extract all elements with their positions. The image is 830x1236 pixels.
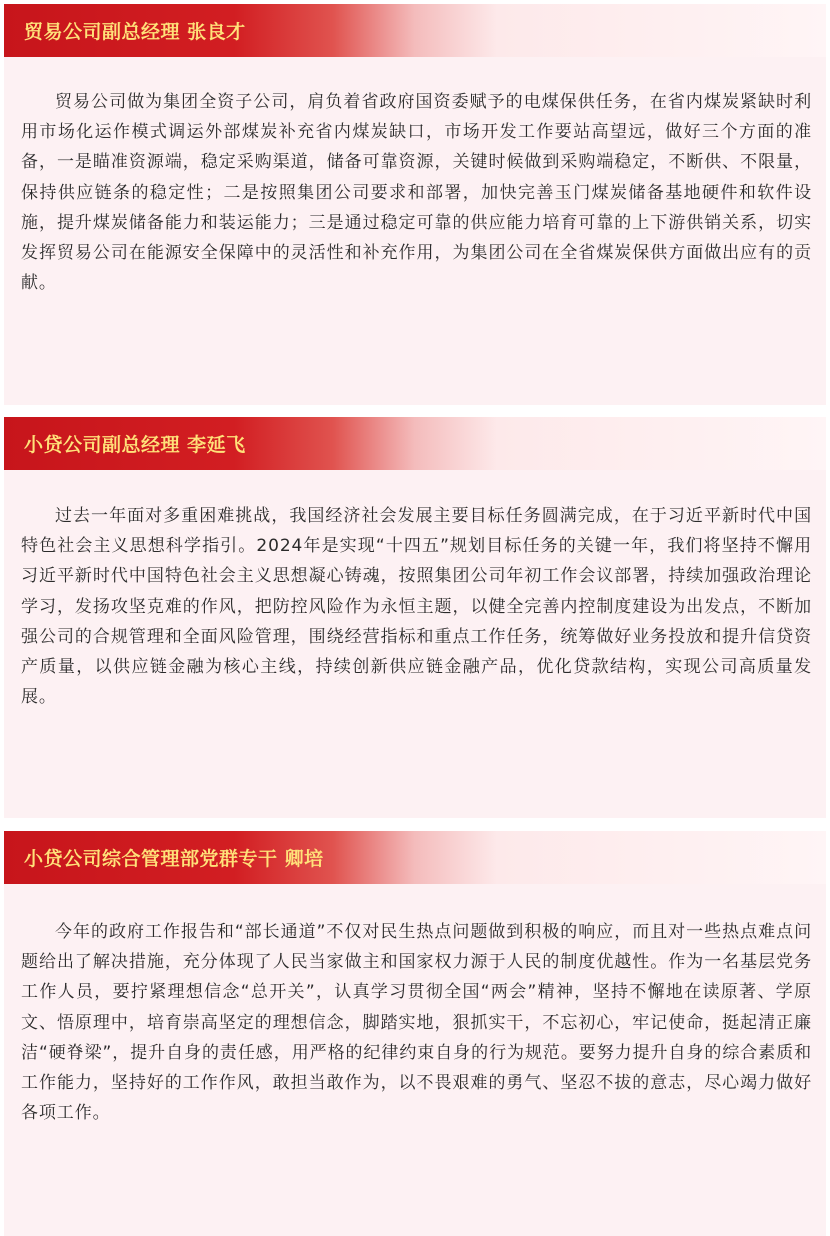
section-title: 小贷公司副总经理 李延飞 bbox=[24, 434, 246, 456]
statement-text: 今年的政府工作报告和“部长通道”不仅对民生热点问题做到积极的响应，而且对一些热点难点问题给出了解决措施，充分体现了人民当家做主和国家权力源于人民的制度优越性。作为一名基层党务工作人员，要拧紧理想信念“总开关”，认真学习贯彻全国“两会”精神，坚持不懈地在读原著、学原文、悟原理中，培育崇高坚定的理想信念，脚踏实地，狠抓实干，不忘初心，牢记使命，挺起清正廉洁“硬脊梁”，提升自身的责任感，用严格的纪律约束自身的行为规范。要努力提升自身的综合素质和工作能力，坚持好的工作作风，敢担当敢作为，以不畏艰难的勇气、坚忍不拔的意志，尽心竭力做好各项工作。 bbox=[21, 922, 812, 1124]
statement-card bbox=[4, 57, 826, 405]
statement-section-2 bbox=[4, 417, 826, 818]
section-title: 贸易公司副总经理 张良才 bbox=[24, 21, 246, 43]
section-title: 小贷公司综合管理部党群专干 卿培 bbox=[24, 848, 324, 870]
section-title-banner bbox=[4, 417, 826, 470]
statement-text: 过去一年面对多重困难挑战，我国经济社会发展主要目标任务圆满完成，在于习近平新时代中国特色社会主义思想科学指引。2024年是实现“十四五”规划目标任务的关键一年，我们将坚持不懈用习近平新时代中国特色社会主义思想凝心铸魂，按照集团公司年初工作会议部署，持续加强政治理论学习，发扬攻坚克难的作风，把防控风险作为永恒主题，以健全完善内控制度建设为出发点，不断加强公司的合规管理和全面风险管理，围绕经营指标和重点工作任务，统筹做好业务投放和提升信贷资产质量，以供应链金融为核心主线，持续创新供应链金融产品，优化贷款结构，实现公司高质量发展。 bbox=[21, 506, 812, 708]
statement-section-3 bbox=[4, 831, 826, 1236]
section-title-banner bbox=[4, 4, 826, 57]
section-title-banner bbox=[4, 831, 826, 884]
statement-card bbox=[4, 884, 826, 1236]
statement-text: 贸易公司做为集团全资子公司，肩负着省政府国资委赋予的电煤保供任务，在省内煤炭紧缺时利用市场化运作模式调运外部煤炭补充省内煤炭缺口，市场开发工作要站高望远，做好三个方面的准备，一是瞄准资源端，稳定采购渠道，储备可靠资源，关键时候做到采购端稳定，不断供、不限量，保持供应链条的稳定性；二是按照集团公司要求和部署，加快完善玉门煤炭储备基地硬件和软件设施，提升煤炭储备能力和装运能力；三是通过稳定可靠的供应能力培育可靠的上下游供销关系，切实发挥贸易公司在能源安全保障中的灵活性和补充作用，为集团公司在全省煤炭保供方面做出应有的贡献。 bbox=[21, 92, 812, 294]
statement-section-1 bbox=[4, 4, 826, 405]
statement-card bbox=[4, 470, 826, 818]
